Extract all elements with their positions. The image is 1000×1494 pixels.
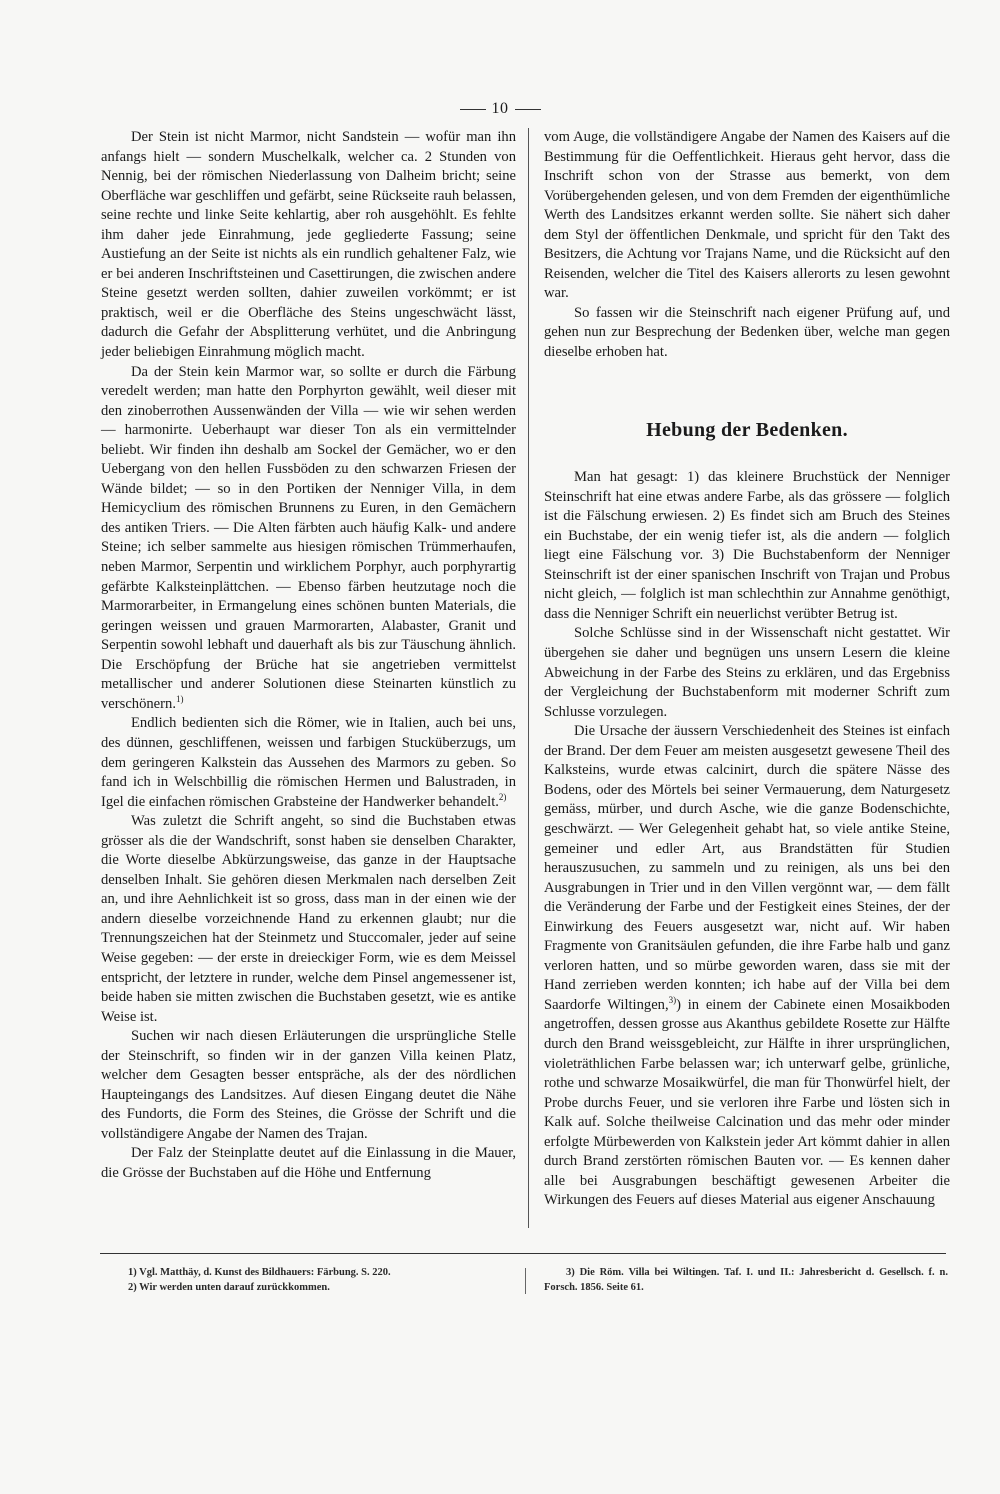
right-column <box>544 128 950 1211</box>
paragraph <box>101 363 516 715</box>
footnote-divider <box>525 1268 526 1294</box>
footnote-marker: 2) <box>498 791 507 802</box>
footnotes-right <box>544 1266 948 1295</box>
column-divider <box>528 128 529 1228</box>
footnotes-left <box>128 1266 508 1295</box>
paragraph: vom Auge, die vollständigere Angabe der Namen des Kaisers auf die Bestimmung für die Oeffentlichkeit. Hieraus geht hervor, dass die Inschrift schon von der Strasse aus bemerkt, von dem Vorübergehenden gelesen, und von dem Fremden der eigenthümliche Werth des Landsitzes erkannt werden sollte. Sie nähert sich daher dem Styl der öffentlichen Denkmale, und spricht für den Takt des Besitzers, die Achtung vor Trajans Name, und die Rücksicht auf den Reisenden, welcher die Titel des Kaisers allerorts zu lesen gewohnt war. <box>544 129 950 302</box>
paragraph: Solche Schlüsse sind in der Wissenschaft nicht gestattet. Wir übergehen sie daher und begnügen uns unsern Lesern die kleine Abweichung in der Farbe des Steins zu erklären, und das Ergebniss der Vergleichung der Buchstabenform mit moderner Schrift zum Schlusse vorzulegen. <box>544 625 950 720</box>
paragraph: Man hat gesagt: 1) das kleinere Bruchstück der Nenniger Steinschrift hat eine etwas andere Farbe, als das grössere — folglich ist die Fälschung erwiesen. 2) Es findet sich am Bruch des Steines ein Buchstabe, der ein wenig tiefer ist, als die andern — folglich liegt eine Fälschung vor. 3) Die Buchstabenform der Nenniger Steinschrift ist der einer spanischen Inschrift von Trajan und Probus nicht gleich, — folglich ist man schlechthin zur Annahme genöthigt, dass die Nenniger Schrift ein neuerlichst verübter Betrug ist. <box>544 469 950 622</box>
paragraph: Die Ursache der äussern Verschiedenheit des Steines ist einfach der Brand. Der dem Feuer am meisten ausgesetzt gewesene Theil des Kalksteins, wurde etwas calcinirt, durch die spätere Nässe des Bodens, oder des Mörtels bei seiner Vermauerung, dem Naturgesetz gemäss, mürber, und durch Asche, wie die ganze Bodenschichte, geschwärzt. — Wer Gelegenheit gehabt hat, so viele antike Steine, gemeiner und edler Art, aus Brandstätten für Studien herauszusuchen, zu sammeln und zu reinigen, als uns bei den Ausgrabungen in Trier und in den Villen vergönnt war, — dem fällt die Veränderung der Farbe und der Festigkeit eines Steines, der der Einwirkung des Feuers ausgesetzt war, nicht auf. Wir haben Fragmente von Granitsäulen gefunden, die ihre Farbe halb und ganz verloren hatten, und so mürbe geworden waren, dass sie mit der Hand zerrieben werden konnten; ich habe auf der Villa bei dem Saardorfe Wiltingen,$^{3)}$) in einem der Cabinete einen Mosaikboden angetroffen, dessen grosse aus Akanthus gebildete Rosette zur Hälfte durch den Brand weissgebleicht, zur Hälfte in ihrer ursprünglichen, violeträthlichen Farbe belassen war; ich unterwarf gelbe, grünliche, rothe und schwarze Mosaikwürfel, die man für Thonwürfel hielt, der Probe durchs Feuer, und sie verloren ihre Farbe und lösten sich in Kalk auf. Solche theilweise Calcination und das mehr oder minder erfolgte Mürbewerden von Kalkstein jeder Art kömmt dahier in allen durch Brand zerstörten römischen Bauten vor. — Es kennen daher alle bei Ausgrabungen beschäftigt gewesenen Arbeiter die Wirkungen des Feuers auf dieses Material aus eigener Anschauung <box>544 723 950 1209</box>
footnote-rule <box>100 1253 946 1254</box>
footnote: 1) Vgl. Matthäy, d. Kunst des Bildhauers: Färbung. S. 220. <box>128 1267 391 1278</box>
section-heading: Hebung der Bedenken. <box>646 418 848 441</box>
footnote: 2) Wir werden unten darauf zurückkommen. <box>128 1281 330 1293</box>
footnote: 3) Die Röm. Villa bei Wiltingen. Taf. I. und II.: Jahresbericht d. Gesellsch. f. n. Forsch. 1856. Seite 61. <box>544 1267 948 1293</box>
paragraph: Der Stein ist nicht Marmor, nicht Sandstein — wofür man ihn anfangs hielt — sondern Muschelkalk, welcher ca. 2 Stunden von Nennig, bei der römischen Niederlassung von Dalheim bricht; seine Oberfläche war geschliffen und gefärbt, seine Rückseite rauh belassen, seine rechte und linke Seite kehlartig, aber roh ausgehöhlt. Es fehlte ihm daher jede Einrahmung, jede gegliederte Fassung; seine Austiefung an der Seite ist nichts als ein rundlich gehaltener Falz, wie er bei anderen Inschriftsteinen und Casettirungen, die zwischen andere Steine gesetzt werden sollten, dahier zuweilen vorkömmt; er ist praktisch, weil er die Oberfläche des Steins ungeschwächt lässt, dadurch die Gefahr der Absplitterung verhütet, und die Anbringung jeder beliebigen Einrahmung möglich macht. <box>101 129 516 361</box>
paragraph-text: Da der Stein kein Marmor war, so sollte er durch die Färbung veredelt werden; man hatte den Porphyrton gewählt, weil dieser mit den zinoberrothen Aussenwänden der Villa — wie wir sehen werden — harmonirte. Ueberhaupt war dieser Ton als ein vermittelnder beliebt. Wir finden ihn deshalb am Sockel der Gemächer, wo er den Uebergang von den hellen Fussböden zu den schwarzen Friesen der Wände bildet; — so in den Portiken der Nenniger Villa, in dem Hemicyclium des römischen Brunnens zu Euren, in den Gemächern des antiken Triers. — Die Alten färbten auch häufig Kalk- und andere Steine; ich selber sammelte aus hiesigen römischen Trümmerhaufen, neben Marmor, Serpentin und wirklichem Porphyr, auch porphyrartig gefärbte Kalksteinplättchen. — Ebenso färben heutzutage noch die Marmorarbeiter, in Ermangelung eines schönen bunten Materials, die geringen weissen und grauen Marmorarten, Alabaster, Granit und Serpentin sowohl lebhaft und dauerhaft als bis zur Täuschung ähnlich. Die Erschöpfung der Brüche hat sie angetrieben vermittelst metallischer und anderer Solutionen diese Steinarten künstlich zu verschönern. <box>101 363 516 712</box>
dash-right <box>515 109 541 110</box>
page-number-text: 10 <box>491 100 509 117</box>
footnote-marker: 1) <box>175 694 184 704</box>
paragraph <box>101 714 516 812</box>
paragraph-text: in einem der Cabinete einen Mosaikboden angetroffen, dessen grosse aus Akanthus gebildete Rosette zur Hälfte durch den Brand weissgebleicht, zur Hälfte in ihrer ursprünglichen, violeträthlichen Farbe belassen war; ich unterwarf gelbe, grünliche, rothe und schwarze Mosaikwürfel, die man für Thonwürfel hielt, der Probe durchs Feuer, und sie verloren ihre Farbe und lösten sich in Kalk auf. Solche theilweise Calcination und das mehr oder minder erfolgte Mürbewerden von Kalkstein jeder Art kömmt dahier in allen durch Brand zerstörten römischen Bauten vor. — Es kennen daher alle bei Ausgrabungen beschäftigt gewesenen Arbeiter die Wirkungen des Feuers auf dieses Material aus eigener Anschauung <box>544 996 950 1209</box>
dash-left <box>460 109 486 110</box>
paragraph-text: Endlich bedienten sich die Römer, wie in Italien, auch bei uns, des dünnen, geschliffenen, weissen und farbigen Stucküberzugs, um dem geringeren Kalkstein das Aussehen des Marmors zu geben. So fand ich in Welschbillig die römischen Hermen und Balustraden, in Igel die einfachen römischen Grabsteine der Handwerker behandelt. <box>101 715 516 810</box>
footnote-marker: 3) <box>668 995 677 1006</box>
paragraph-text: Die Ursache der äussern Verschiedenheit des Steines ist einfach der Brand. Der dem Feuer am meisten ausgesetzt gewesene Theil des Kalksteins, wurde etwas calcinirt, durch die spätere Nässe des Bodens, oder des Mörtels bei seiner Vermauerung, dem Naturgesetz gemäss, mürber, und durch Asche, wie die ganze Bodenschichte, geschwärzt. — Wer Gelegenheit gehabt hat, so viele antike Steine, gemeiner und edler Art, aus Brandstätten für Studien herauszusuchen, zu sammeln und zu reinigen, als uns bei den Ausgrabungen in Trier und in den Villen vergönnt war, — dem fällt die Veränderung der Farbe und der Festigkeit eines Steines, der der Einwirkung des Feuers ausgesetzt war, nicht auf. Wir haben Fragmente von Granitsäulen gefunden, die ihre Farbe halb und ganz verloren hatten, und so mürbe geworden waren, dass sie mit der Hand zerrieben werden konnten; ich habe auf der Villa bei dem Saardorfe Wiltingen, <box>544 723 950 1013</box>
paragraph: So fassen wir die Steinschrift nach eigener Prüfung auf, und gehen nun zur Besprechung der Bedenken über, welche man gegen dieselbe erhoben hat. <box>544 304 950 361</box>
left-column <box>101 128 516 1184</box>
paragraph: Was zuletzt die Schrift angeht, so sind die Buchstaben etwas grösser als die der Wandschrift, sonst haben sie denselben Charakter, die Worte dieselbe Abkürzungsweise, das ganze in der Hauptsache denselben Inhalt. Sie gehören diesen Merkmalen nach derselben Zeit an, und ihre Aehnlichkeit ist so gross, dass man in der einen wie der andern dieselbe vorzeichnende Hand zu erkennen glaubt; nur die Trennungszeichen hat der Steinmetz und Stuccomaler, jeder auf seine Weise gegeben: — der erste in dreieckiger Form, wie es dem Meissel entspricht, der letztere in runder, welche dem Pinsel angemessener ist, beide haben sie mitten zwischen die Buchstaben gesetzt, wie es antike Weise ist. <box>101 813 516 1025</box>
paragraph: Suchen wir nach diesen Erläuterungen die ursprüngliche Stelle der Steinschrift, so finden wir in der ganzen Villa keinen Platz, welcher dem Gesagten besser entspräche, als der des nördlichen Haupteingangs des Landsitzes. Auf diesen Eingang deutet die Nähe des Fundorts, die Form des Steines, die Grösse der Schrift und die vollständigere Angabe der Namen des Trajan. <box>101 1028 516 1142</box>
page-number <box>0 100 1000 118</box>
paragraph: Der Falz der Steinplatte deutet auf die Einlassung in die Mauer, die Grösse der Buchstaben auf die Höhe und Entfernung <box>101 1145 516 1181</box>
